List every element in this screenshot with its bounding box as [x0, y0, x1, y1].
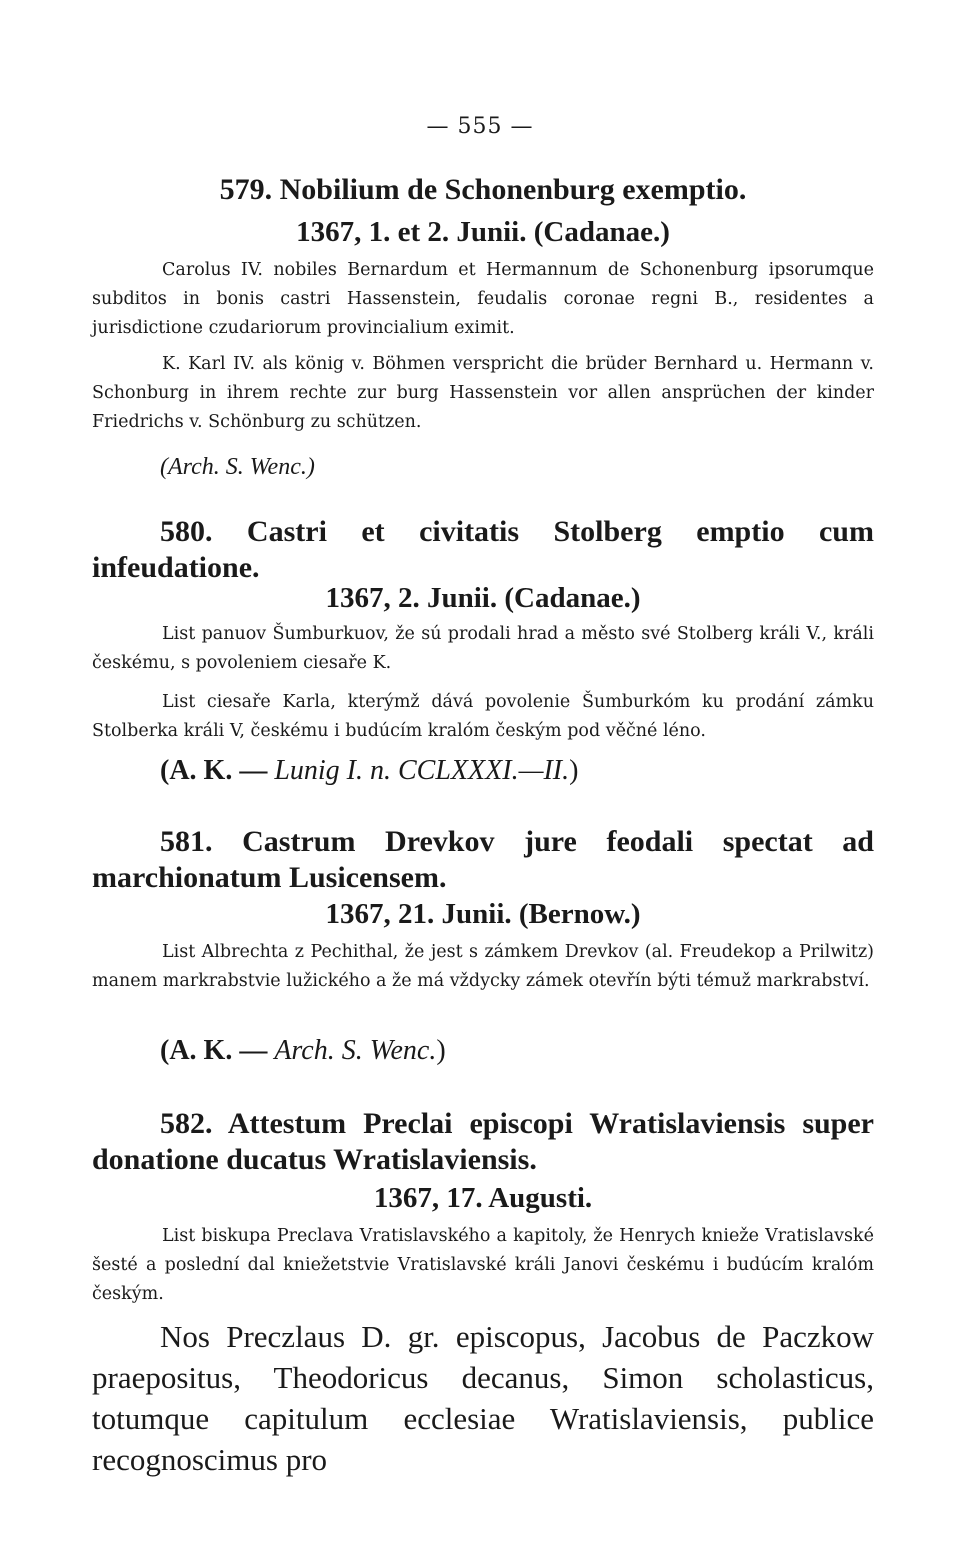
entry-579-title: 579. Nobilium de Schonenburg exemptio. [219, 173, 747, 206]
entry-579-source [160, 452, 460, 482]
entry-581-source-prefix: (A. K. — [160, 1035, 268, 1066]
entry-581-summary: List Albrechta z Pechithal, že jest s zámkem Drevkov (al. Freudekop a Prilwitz) manem markrabstvie lužického a že má vždycky zámek otevřín býti témuž markrabství. [92, 942, 874, 991]
entry-580-source-prefix: (A. K. — [160, 755, 268, 786]
entry-581-source-italic: Arch. S. Wenc. [274, 1035, 437, 1066]
page-number: — 555 — [426, 114, 534, 139]
entry-580-summary-1: List panuov Šumburkuov, že sú prodali hrad a město své Stolberg králi V., králi českému, s povoleniem ciesaře K. [92, 624, 874, 673]
entry-582-latin-text: Nos Preczlaus D. gr. episcopus, Jacobus de Paczkow praepositus, Theodoricus decanus, Simon scholasticus, totumque capitulum ecclesiae Wratislaviensis, publice recognoscimus pro [92, 1319, 874, 1477]
entry-580-source [160, 756, 760, 786]
entry-581-title: 581. Castrum Drevkov jure feodali spectat ad marchionatum Lusicensem. [92, 825, 874, 894]
entry-579-german-summary: K. Karl IV. als könig v. Böhmen verspricht die brüder Bernhard u. Hermann v. Schonburg in ihrem rechte zur burg Hassenstein vor allen ansprüchen der kinder Friedrichs v. Schönburg zu schützen. [92, 354, 874, 432]
entry-581-source [160, 1036, 760, 1066]
entry-582-date: 1367, 17. Augusti. [373, 1182, 593, 1214]
entry-581-date: 1367, 21. Junii. (Bernow.) [325, 898, 641, 930]
entry-580-source-suffix: ) [569, 755, 579, 786]
entry-582-title: 582. Attestum Preclai episcopi Wratislaviensis super donatione ducatus Wratislaviensis. [92, 1107, 874, 1176]
entry-580-date: 1367, 2. Junii. (Cadanae.) [325, 582, 641, 614]
entry-580-title: 580. Castri et civitatis Stolberg emptio cum infeudatione. [92, 515, 874, 584]
entry-579-latin-summary: Carolus IV. nobiles Bernardum et Hermannum de Schonenburg ipsorumque subditos in bonis castri Hassenstein, feudalis coronae regni B., residentes a jurisdictione czudariorum provincialium eximit. [92, 260, 874, 338]
entry-579-source-text: (Arch. S. Wenc.) [160, 454, 315, 480]
entry-580-source-italic: Lunig I. n. CCLXXXI.—II. [274, 755, 570, 786]
entry-580-summary-2: List ciesaře Karla, kterýmž dává povolenie Šumburkóm ku prodání zámku Stolberka králi V, českému i budúcím kralóm českým pod věčné léno. [92, 692, 874, 741]
entry-579-date: 1367, 1. et 2. Junii. (Cadanae.) [296, 216, 670, 248]
entry-581-source-suffix: ) [436, 1035, 446, 1066]
entry-582-summary: List biskupa Preclava Vratislavského a kapitoly, že Henrych knieže Vratislavské šesté a poslední dal kniežetstvie Vratislavské králi Janovi českému i budúcím kralóm českým. [92, 1226, 874, 1304]
